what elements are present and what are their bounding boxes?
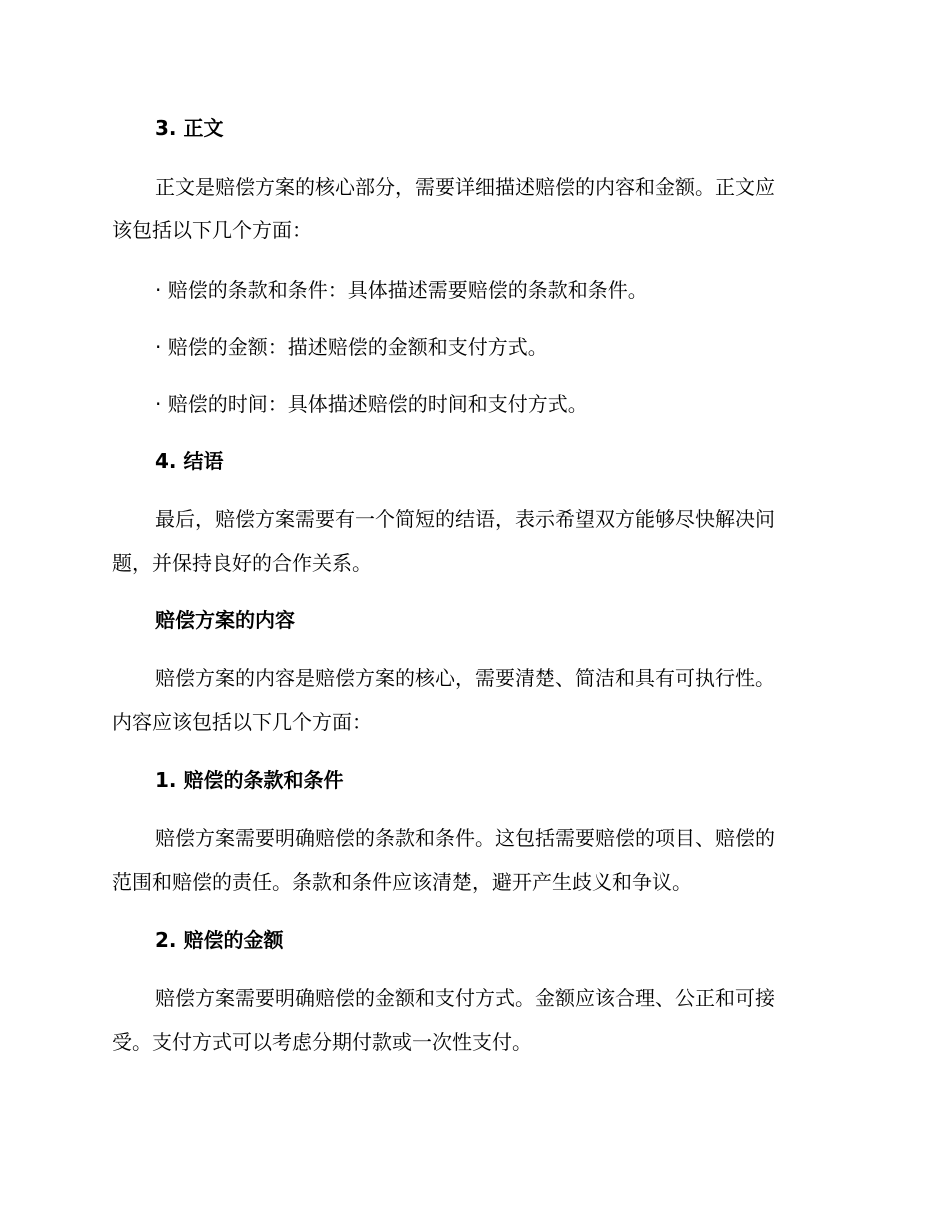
bullet-item: · 赔偿的时间：具体描述赔偿的时间和支付方式。: [155, 392, 588, 416]
paragraph-line: 该包括以下几个方面：: [112, 218, 312, 242]
paragraph-line: 赔偿方案需要明确赔偿的金额和支付方式。金额应该合理、公正和可接: [155, 986, 775, 1010]
paragraph-line: 赔偿方案的内容是赔偿方案的核心，需要清楚、简洁和具有可执行性。: [155, 666, 775, 690]
section-heading-terms: 1. 赔偿的条款和条件: [155, 768, 344, 792]
paragraph-line: 题，并保持良好的合作关系。: [112, 551, 372, 575]
paragraph-line: 内容应该包括以下几个方面：: [112, 710, 372, 734]
bullet-item: · 赔偿的金额：描述赔偿的金额和支付方式。: [155, 335, 548, 359]
section-heading-content: 赔偿方案的内容: [155, 608, 295, 632]
paragraph-line: 赔偿方案需要明确赔偿的条款和条件。这包括需要赔偿的项目、赔偿的: [155, 826, 775, 850]
paragraph-line: 范围和赔偿的责任。条款和条件应该清楚，避开产生歧义和争议。: [112, 870, 692, 894]
paragraph-line: 受。支付方式可以考虑分期付款或一次性支付。: [112, 1030, 532, 1054]
paragraph-line: 正文是赔偿方案的核心部分，需要详细描述赔偿的内容和金额。正文应: [155, 175, 775, 199]
paragraph-line: 最后，赔偿方案需要有一个简短的结语，表示希望双方能够尽快解决问: [155, 507, 775, 531]
bullet-item: · 赔偿的条款和条件：具体描述需要赔偿的条款和条件。: [155, 278, 648, 302]
section-heading-body: 3. 正文: [155, 116, 224, 140]
section-heading-amount: 2. 赔偿的金额: [155, 928, 284, 952]
section-heading-conclusion: 4. 结语: [155, 449, 224, 473]
